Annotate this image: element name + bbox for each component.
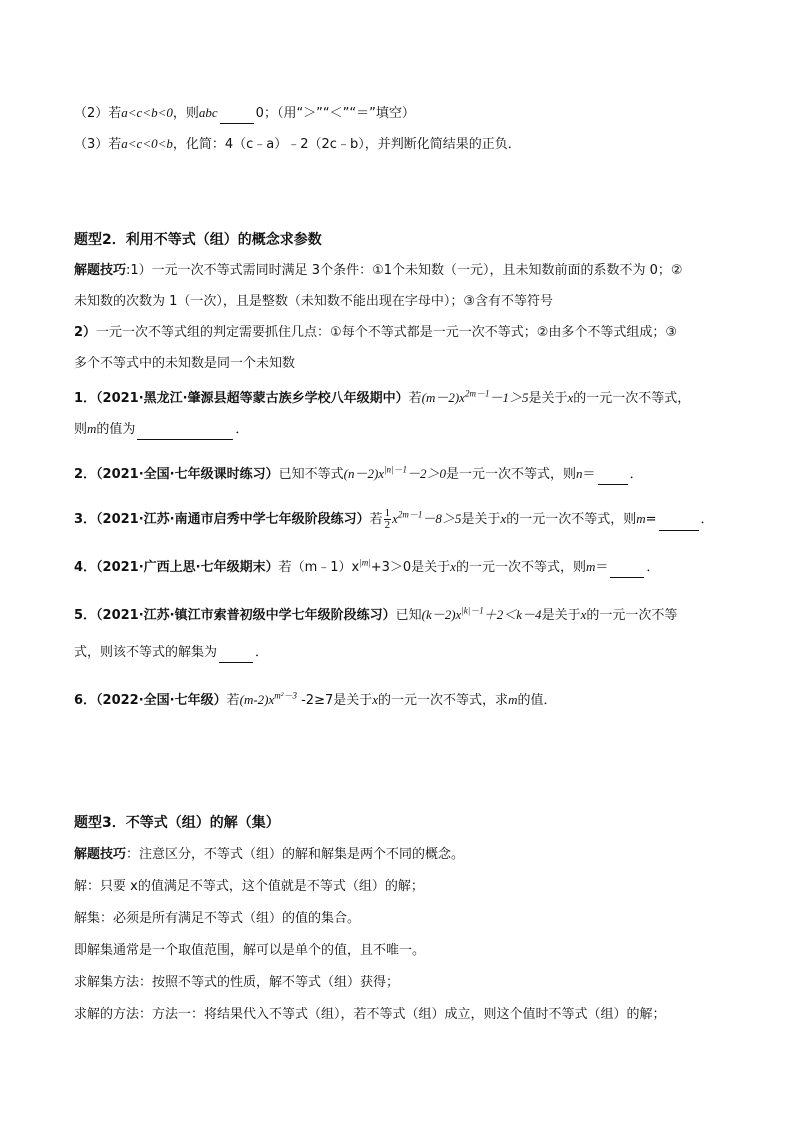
problem-variable: x bbox=[450, 559, 456, 574]
problem-number: 2． bbox=[74, 467, 97, 482]
problem-text: 若 bbox=[369, 512, 383, 527]
q2-rest: 0；（用“＞”“＜”“＝”填空） bbox=[255, 106, 415, 121]
problem-1 bbox=[74, 388, 734, 409]
problem-text: ． bbox=[235, 422, 249, 437]
fraction-numerator: 1 bbox=[384, 507, 391, 519]
problem-source: （2021·黑龙江·肇源县超等蒙古族乡学校八年级期中） bbox=[96, 391, 409, 406]
problem-text: 是关于 bbox=[461, 512, 501, 527]
problem-text: 的值为 bbox=[96, 422, 136, 437]
q2-expression: abc bbox=[198, 105, 218, 120]
problem-source: （2022·全国·七年级） bbox=[96, 693, 227, 708]
problem-variable: m bbox=[87, 421, 97, 436]
problem-text: 已知不等式 bbox=[278, 467, 344, 482]
section-3-line-3: 解集：必须是所有满足不等式（组）的值的集合。 bbox=[74, 911, 361, 926]
fraction-one-half bbox=[384, 508, 392, 531]
problem-exponent: m²－3 bbox=[274, 690, 297, 701]
problem-4 bbox=[74, 557, 734, 578]
problem-text: 是关于 bbox=[333, 693, 373, 708]
problem-text: 的一元一次不等 bbox=[586, 608, 678, 623]
problem-2 bbox=[74, 464, 734, 485]
problem-1-line-2 bbox=[74, 419, 734, 440]
problem-text: 若 bbox=[408, 391, 422, 406]
problem-text: 的一元一次不等式，求 bbox=[378, 693, 509, 708]
problem-text: ． bbox=[646, 560, 660, 575]
problem-math: +3＞0 bbox=[370, 560, 412, 575]
question-2 bbox=[74, 103, 734, 124]
problem-variable: m bbox=[585, 559, 596, 574]
problem-3 bbox=[74, 508, 734, 531]
tip-label: 解题技巧 bbox=[74, 847, 127, 862]
tip-text: ：注意区分，不等式（组）的解和解集是两个不同的概念。 bbox=[126, 847, 465, 862]
problem-5-answer-blank[interactable] bbox=[219, 648, 253, 663]
problem-1-answer-blank[interactable] bbox=[137, 425, 233, 440]
problem-text: 已知 bbox=[395, 608, 422, 623]
problem-math: (k－2)x bbox=[421, 607, 462, 622]
problem-math: －1＞5 bbox=[489, 390, 529, 405]
problem-text: 是一元一次不等式，则 bbox=[446, 467, 577, 482]
problem-source: （2021·江苏·镇江市索普初级中学七年级阶段练习） bbox=[96, 608, 396, 623]
problem-number: 5． bbox=[74, 608, 97, 623]
problem-variable: x bbox=[567, 390, 574, 405]
q3-prefix: （3）若 bbox=[74, 137, 122, 152]
problem-text: ． bbox=[700, 512, 714, 527]
q2-mid: ，则 bbox=[172, 106, 199, 121]
problem-exponent: |n|－1 bbox=[384, 464, 408, 475]
question-3 bbox=[74, 134, 734, 155]
problem-number: 6． bbox=[74, 693, 97, 708]
problem-math: (n－2)x bbox=[343, 466, 385, 481]
problem-variable: x bbox=[500, 511, 507, 526]
problem-text: 是关于 bbox=[528, 391, 568, 406]
q2-condition: a<c<b<0 bbox=[121, 105, 173, 120]
section-2-tip-line-1 bbox=[74, 261, 734, 281]
section-3-tip-line-1 bbox=[74, 845, 734, 865]
problem-text: 的值． bbox=[517, 693, 557, 708]
problem-text: ． bbox=[255, 645, 269, 660]
problem-6 bbox=[74, 690, 734, 711]
problem-math: －2＞0 bbox=[407, 466, 447, 481]
problem-text: = bbox=[645, 512, 657, 527]
section-2-tip-line-2: 未知数的次数为 1（一次），且是整数（未知数不能出现在字母中）；③含有不等符号 bbox=[74, 294, 554, 309]
tip-label-2: 2） bbox=[74, 325, 97, 340]
section-3-title: 题型3．不等式（组）的解（集） bbox=[74, 815, 280, 831]
problem-text: 是关于 bbox=[541, 608, 581, 623]
problem-math: x bbox=[392, 511, 398, 526]
problem-source: （2021·广西上思·七年级期末） bbox=[96, 560, 279, 575]
problem-text: 的一元一次不等式，则 bbox=[506, 512, 637, 527]
problem-number: 3． bbox=[74, 512, 97, 527]
section-3-line-5: 求解集方法：按照不等式的性质，解不等式（组）获得； bbox=[74, 975, 400, 990]
problem-exponent: 2m－1 bbox=[397, 509, 423, 520]
problem-variable: n bbox=[576, 466, 583, 481]
problem-math: －8＞5 bbox=[422, 511, 462, 526]
tip-label: 解题技巧 bbox=[74, 263, 127, 278]
section-2-tip-line-4: 多个不等式中的未知数是同一个未知数 bbox=[74, 356, 296, 371]
section-2-tip-line-3 bbox=[74, 323, 734, 343]
section-3-line-4: 即解集通常是一个取值范围，解可以是单个的值，且不唯一。 bbox=[74, 943, 426, 958]
problem-text: 式，则该不等式的解集为 bbox=[74, 645, 218, 660]
q3-rest: ，化简：4（c﹣a）﹣2（2c﹣b），并判断化简结果的正负． bbox=[172, 137, 521, 152]
problem-2-answer-blank[interactable] bbox=[598, 470, 628, 485]
problem-math: ＋2＜k－4 bbox=[483, 607, 542, 622]
problem-text: 的一元一次不等式， bbox=[573, 391, 691, 406]
fraction-denominator: 2 bbox=[384, 519, 391, 531]
problem-variable: x bbox=[372, 692, 379, 707]
problem-number: 4． bbox=[74, 560, 97, 575]
section-3-line-6: 求解的方法：方法一：将结果代入不等式（组），若不等式（组）成立，则这个值时不等式（组）的解； bbox=[74, 1007, 666, 1022]
problem-3-answer-blank[interactable] bbox=[659, 516, 699, 531]
problem-text: ＝ bbox=[582, 467, 596, 482]
problem-math: -2≥7 bbox=[296, 693, 334, 708]
problem-5-line-2 bbox=[74, 643, 734, 663]
problem-text: ＝ bbox=[595, 560, 609, 575]
problem-text: 则 bbox=[74, 422, 88, 437]
problem-text: ． bbox=[629, 467, 643, 482]
problem-exponent: |m| bbox=[359, 557, 371, 568]
problem-exponent: |k|－1 bbox=[461, 605, 484, 616]
tip-text-1: :1）一元一次不等式需同时满足 3个条件：①1个未知数（一元），且未知数前面的系数不为 0；② bbox=[126, 263, 683, 278]
problem-variable: m bbox=[636, 511, 646, 526]
problem-variable: m bbox=[508, 692, 518, 707]
problem-math: (m－2)x bbox=[421, 390, 465, 405]
problem-math: (m-2)x bbox=[239, 692, 275, 707]
problem-number: 1． bbox=[74, 391, 97, 406]
problem-source: （2021·全国·七年级课时练习） bbox=[96, 467, 279, 482]
problem-text: 是关于 bbox=[411, 560, 451, 575]
q3-condition: a<c<0<b bbox=[121, 136, 173, 151]
section-2-title: 题型2．利用不等式（组）的概念求参数 bbox=[74, 232, 322, 248]
problem-exponent: 2m－1 bbox=[464, 388, 490, 399]
problem-variable: x bbox=[580, 607, 587, 622]
problem-source: （2021·江苏·南通市启秀中学七年级阶段练习） bbox=[96, 512, 370, 527]
q2-prefix: （2）若 bbox=[74, 106, 122, 121]
problem-5 bbox=[74, 605, 734, 626]
problem-4-answer-blank[interactable] bbox=[610, 563, 644, 578]
problem-text: 若 bbox=[226, 693, 240, 708]
problem-text: 的一元一次不等式，则 bbox=[455, 560, 586, 575]
section-3-line-2: 解：只要 x的值满足不等式，这个值就是不等式（组）的解； bbox=[74, 879, 424, 894]
tip-text-3: 一元一次不等式组的判定需要抓住几点：①每个不等式都是一元一次不等式；②由多个不等式组成；③ bbox=[96, 325, 678, 340]
problem-text: 若（m﹣1）x bbox=[278, 560, 360, 575]
q2-answer-blank[interactable] bbox=[220, 109, 254, 124]
